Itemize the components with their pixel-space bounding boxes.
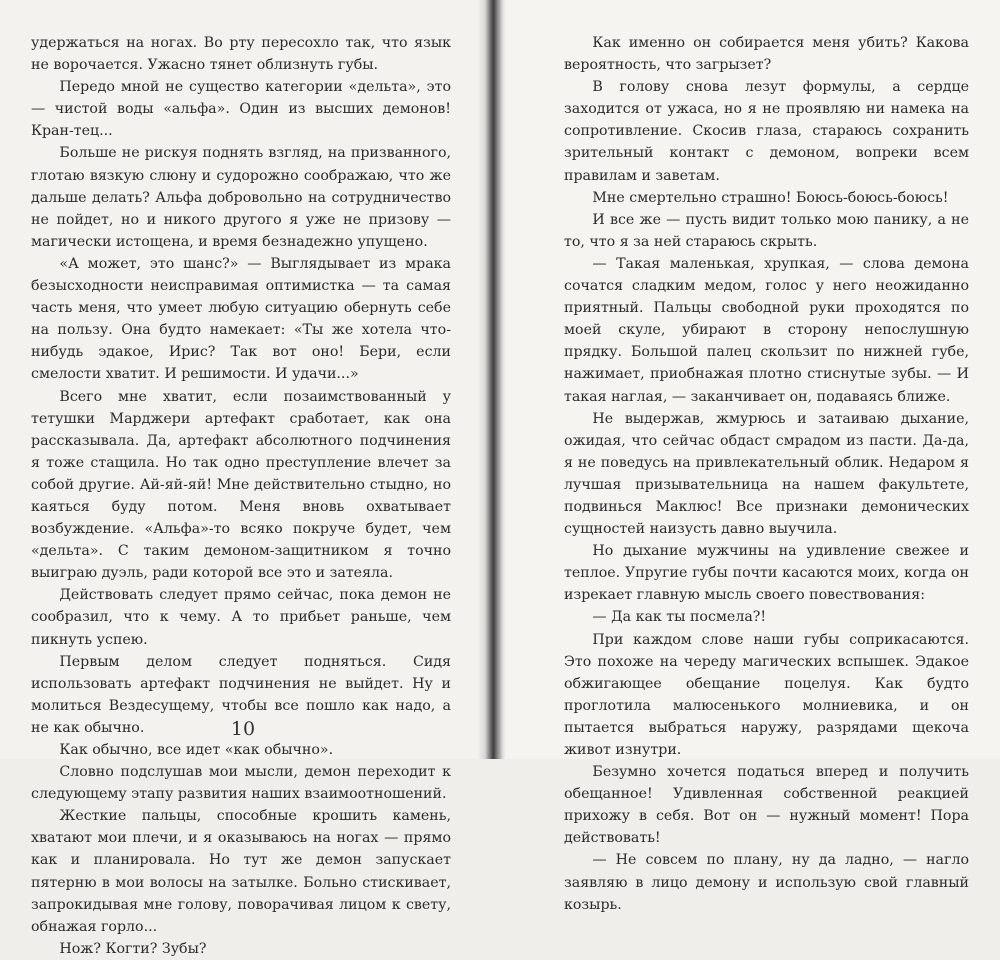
paragraph: В голову снова лезут формулы, а сердце заходится от ужаса, но я не проявляю ни намека на сопротивление. Скосив глаза, стараюсь сохранить зрительный контакт с демоном, вопреки всем правилам и заветам.	[564, 79, 969, 184]
paragraph: При каждом слове наши губы соприкасаются. Это похоже на череду магических вспышек. Эдакое обжигающее обещание поцелуя. Как будто проглотила малюсенького молниевика, и он пытается выбраться наружу, разрядами щекоча живот изнутри.	[564, 631, 969, 758]
left-page	[0, 0, 486, 957]
paragraph: Но дыхание мужчины на удивление свежее и теплое. Упругие губы почти касаются моих, когда он изрекает главную мысль своего повествования:	[564, 543, 969, 604]
paragraph: Словно подслушав мои мысли, демон переходит к следующему этапу развития наших взаимоотношений.	[31, 764, 451, 803]
paragraph: — Такая маленькая, хрупкая, — слова демона сочатся сладким медом, голос у него неожиданно приятный. Пальцы свободной руки проходятся по моей скуле, убирают в сторону непослушную прядку. Большой палец скользит по нижней губе, нажимает, приобнажая плотно стиснутые зубы. — И такая наглая, — заканчивает он, подаваясь ближе.	[564, 255, 969, 405]
paragraph: Как именно он собирается меня убить? Какова вероятность, что загрызет?	[564, 35, 969, 74]
paragraph: Как обычно, все идет «как обычно».	[59, 742, 334, 758]
paragraph: Нож? Когти? Зубы?	[59, 940, 207, 957]
paragraph: И все же — пусть видит только мою панику, а не то, что я за ней стараюсь скрыть.	[564, 211, 969, 250]
paragraph: Мне смертельно страшно! Боюсь-боюсь-боюсь!	[592, 189, 949, 206]
paragraph: Жесткие пальцы, способные крошить камень, хватают мои плечи, и я оказываюсь на ногах — прямо как и планировала. Но тут же демон запускает пятерню в мои волосы на затылке. Больно стискивает, запрокидывая мне голову, поворачивая лицом к свету, обнажая горло...	[31, 808, 451, 935]
paragraph: — Да как ты посмела?!	[592, 609, 767, 626]
book-spine-gutter	[478, 0, 506, 759]
page-number: 10	[230, 718, 256, 740]
paragraph: Не выдержав, жмурюсь и затаиваю дыхание, ожидая, что сейчас обдаст смрадом из пасти. Да-да, я не поведусь на привлекательный облик. Недаром я лучшая призывательница на нашем факультете, подвинься Маклюс! Все признаки демонических сущностей наизусть давно выучила.	[564, 410, 969, 538]
paragraph: Больше не рискуя поднять взгляд, на призванного, глотаю вязкую слюну и судорожно соображаю, что же дальше делать? Альфа добровольно на сотрудничество не пойдет, но и никого другого я уже не призову — магически истощена, и время безнадежно упущено.	[31, 145, 451, 250]
paragraph: Всего мне хватит, если позаимствованный у тетушки Марджери артефакт сработает, как она рассказывала. Да, артефакт абсолютного подчинения я тоже стащила. Но так одно преступление влечет за собой другие. Ай-яй-яй! Мне действительно стыдно, но каяться буду потом. Меня вновь охватывает возбуждение. «Альфа»-то всяко покруче будет, чем «дельта». С таким демоном-защитником я точно выиграю дуэль, ради которой все это и затеяла.	[31, 388, 451, 582]
left-page-text	[31, 32, 451, 960]
right-page-text	[564, 32, 969, 916]
paragraph: «А может, это шанс?» — Выглядывает из мрака безысходности неисправимая оптимистка — та самая часть меня, что умеет любую ситуацию обернуть себе на пользу. Она будто намекает: «Ты же хотела что-нибудь эдакое, Ирис? Так вот оно! Бери, если смелости хватит. И решимости. И удачи...»	[31, 255, 451, 383]
paragraph: удержаться на ногах. Во рту пересохло так, что язык не ворочается. Ужасно тянет облизнуть губы.	[31, 35, 451, 74]
paragraph: Передо мной не существо категории «дельта», это — чистой воды «альфа». Один из высших демонов! Кран-тец...	[31, 79, 451, 140]
paragraph: Первым делом следует подняться. Сидя использовать артефакт подчинения не выйдет. Ну и молиться Вездесущему, чтобы все пошло как надо, а не как обычно.	[31, 653, 451, 736]
paragraph: — Не совсем по плану, ну да ладно, — нагло заявляю в лицо демону и использую свой главный козырь.	[564, 852, 969, 913]
paragraph: Безумно хочется податься вперед и получить обещанное! Удивленная собственной реакцией прихожу в себя. Вот он — нужный момент! Пора действовать!	[564, 764, 969, 847]
paragraph: Действовать следует прямо сейчас, пока демон не сообразил, что к чему. А то прибьет раньше, чем пикнуть успею.	[31, 587, 451, 648]
